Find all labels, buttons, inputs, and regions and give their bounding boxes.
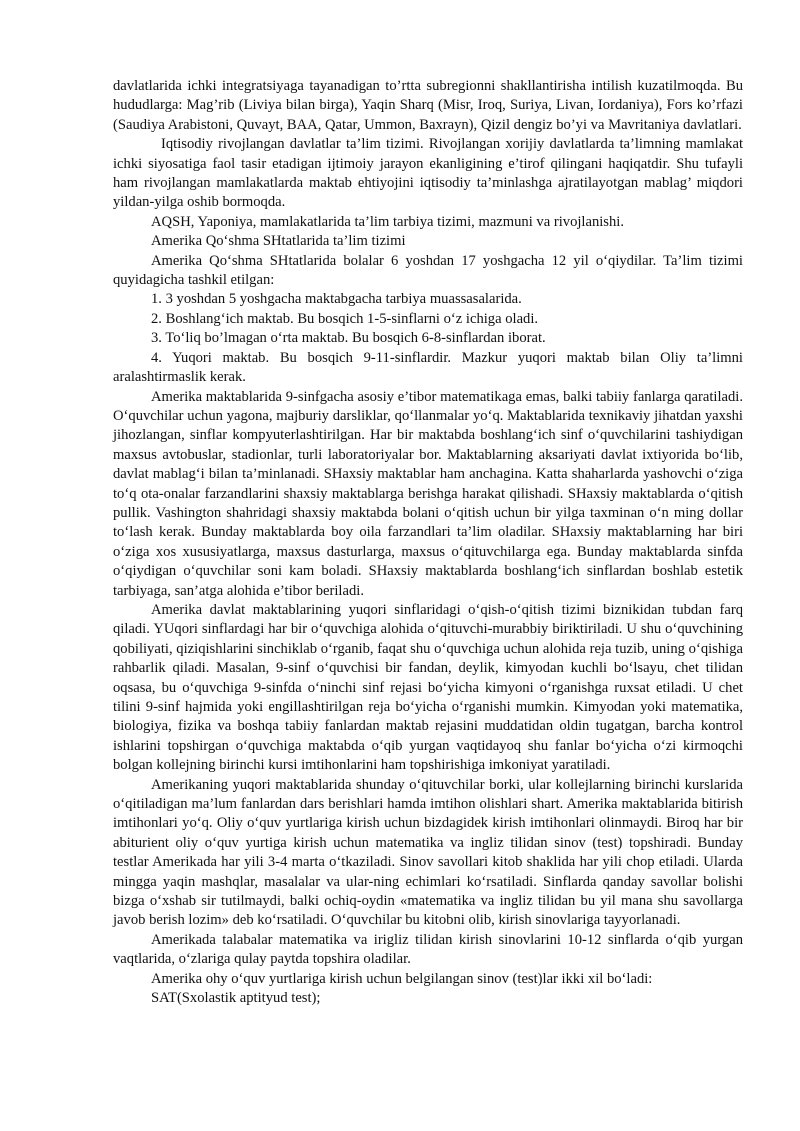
paragraph-3: AQSH, Yaponiya, mamlakatlarida ta’lim tarbiya tizimi, mazmuni va rivojlanishi.: [151, 213, 624, 230]
section-heading: Amerika Qo‘shma SHtatlarida ta’lim tizimi: [151, 233, 406, 250]
list-item-2: 2. Boshlang‘ich maktab. Bu bosqich 1-5-sinflarni o‘z ichiga oladi.: [151, 310, 539, 327]
paragraph-10: Amerika maktablarida 9-sinfgacha asosiy e’tibor matematikaga emas, balki tabiiy fanlarga qaratiladi. O‘quvchilar uchun yagona, majburiy darsliklar, qo‘llanmalar yo‘q. Maktablarida texnikaviy jihatdan yaxshi jihozlangan, sinflar kompyuterlashtirilgan. Har bir maktabda boshlang‘ich sinf o‘quvchilarini tashiydigan maxsus avtobuslar, stadionlar, turli laboratoriyalar bor. Maktablarning aksariyati davlat ixtiyorida bo‘lib, davlat mablag‘i bilan ta’minlanadi. SHaxsiy maktablar ham anchagina. Katta shaharlarda yashovchi o‘ziga to‘q ota-onalar farzandlarini shaxsiy maktablarga berishga harakat qilishadi. SHaxsiy maktablarda o‘qitish pullik. Vashington shahridagi shaxsiy maktabda bolani o‘qitish uchun bir yilga taxminan o‘n ming dollar to‘lash kerak. Bunday maktablarda boy oila farzandlari ta’lim oladilar. SHaxsiy maktablarning har biri o‘ziga xos xususiyatlarga, maxsus dasturlarga, maxsus o‘qituvchilarga ega. Bunday maktablarda sinfda o‘qiydigan o‘quvchilar soni kam boladi. SHaxsiy maktablarda boshlang‘ich sinflardan boshlab estetik tarbiyaga, san’atga alohida e’tibor beriladi.: [113, 388, 743, 599]
list-item-1: 1. 3 yoshdan 5 yoshgacha maktabgacha tarbiya muassasalarida.: [151, 291, 522, 308]
paragraph-12: Amerikaning yuqori maktablarida shunday o‘qituvchilar borki, ular kollejlarning birinchi kurslarida o‘qitiladigan ma’lum fanlardan dars berishlari hamda imtihon olishlari shart. Amerika maktablarida bitirish imtihonlari yo‘q. Oliy o‘quv yurtlariga kirish uchun bizdagidek kirish imtihonlari olinmaydi. Biroq har bir abiturient oliy o‘quv yurtiga kirish uchun matematika va ingliz tilidan sinov (test) topshiradi. Bunday testlar Amerikada har yili 3-4 marta o‘tkaziladi. Sinov savollari kitob shaklida har yili chop etiladi. Ularda mingga yaqin mashqlar, masalalar va ular-ning echimlari ko‘rsatiladi. Sinflarda qanday savollar bolishi bizga o‘xshab sir tutilmaydi, balki ochiq-oydin «matematika va ingliz tilidan bu yil mana shu savollarga javob berish lozim» deb ko‘rsatiladi. O‘quvchilar bu kitobni olib, kirish sinovlariga tayyorlanadi.: [113, 776, 743, 929]
paragraph-14: Amerika ohy o‘quv yurtlariga kirish uchun belgilangan sinov (test)lar ikki xil bo‘ladi:: [151, 970, 653, 987]
paragraph-5: Amerika Qo‘shma SHtatlarida bolalar 6 yoshdan 17 yoshgacha 12 yil o‘qiydilar. Ta’lim tizimi quyidagicha tashkil etilgan:: [113, 252, 743, 289]
paragraph-13: Amerikada talabalar matematika va irigliz tilidan kirish sinovlarini 10-12 sinflarda o‘qib yurgan vaqtlarida, o‘zlariga qulay paytda topshira oladilar.: [113, 931, 743, 968]
list-item-3: 3. To‘liq bo’lmagan o‘rta maktab. Bu bosqich 6-8-sinflardan iborat.: [151, 330, 546, 347]
list-item-4: 4. Yuqori maktab. Bu bosqich 9-11-sinflardir. Mazkur yuqori maktab bilan Oliy ta’limni aralashtirmaslik kerak.: [113, 349, 743, 386]
paragraph-1: davlatlarida ichki integratsiyaga tayanadigan to’rtta subregionni shakllantirisha intilish kuzatilmoqda. Bu hududlarga: Mag’rib (Liviya bilan birga), Yaqin Sharq (Misr, Iroq, Suriya, Livan, Iordaniya), Fors ko’rfazi (Saudiya Arabistoni, Quvayt, BAA, Qatar, Ummon, Baxrayn), Qizil dengiz bo’yi va Mavritaniya davlatlari.: [113, 78, 743, 133]
document-page: [113, 77, 743, 1009]
paragraph-2: Iqtisodiy rivojlangan davlatlar ta’lim tizimi. Rivojlangan xorijiy davlatlarda ta’limning mamlakat ichki siyosatiga faol tasir etadigan ijtimoiy jarayon ekanligining e’tirof qilingani haqiqatdir. Shu tufayli ham rivojlangan mamlakatlarda maktab ehtiyojini iqtisodiy ta’minlashga ajratilayotgan mablag’ miqdori yildan-yilga oshib bormoqda.: [113, 136, 743, 211]
paragraph-15: SAT(Sxolastik aptityud test);: [151, 990, 321, 1007]
paragraph-11: Amerika davlat maktablarining yuqori sinflaridagi o‘qish-o‘qitish tizimi biznikidan tubdan farq qiladi. YUqori sinflardagi har bir o‘quvchiga alohida o‘qituvchi-murabbiy biriktiriladi. U shu o‘quvchining qobiliyati, qiziqishlarini sinchiklab o‘rganib, faqat shu o‘quvchiga uchun alohida reja tuzib, uning o‘qishiga rahbarlik qiladi. Masalan, 9-sinf o‘quvchisi bir fandan, deylik, kimyodan kuchli bo‘lsayu, chet tilidan oqsasa, bu o‘quvchiga 9-sinfda o‘ninchi sinf rejasi bo‘yicha kimyoni o‘rganishga ruxsat etiladi. U chet tilini 9-sinf hajmida yoki engillashtirilgan reja bo‘yicha o‘rganishi mumkin. Kimyodan yoki matematika, biologiya, fizika va boshqa tabiiy fanlardan maktab rejasini muddatidan oldin tugatgan, barcha kontrol ishlarini topshirgan o‘quvchiga maktabda o‘qib yurgan vaqtidayoq shu fanlar bo‘yicha o‘zi kirmoqchi bolgan kollejning birinchi kursi imtihonlarini ham topshirishiga imkoniyat yaratiladi.: [113, 601, 743, 774]
